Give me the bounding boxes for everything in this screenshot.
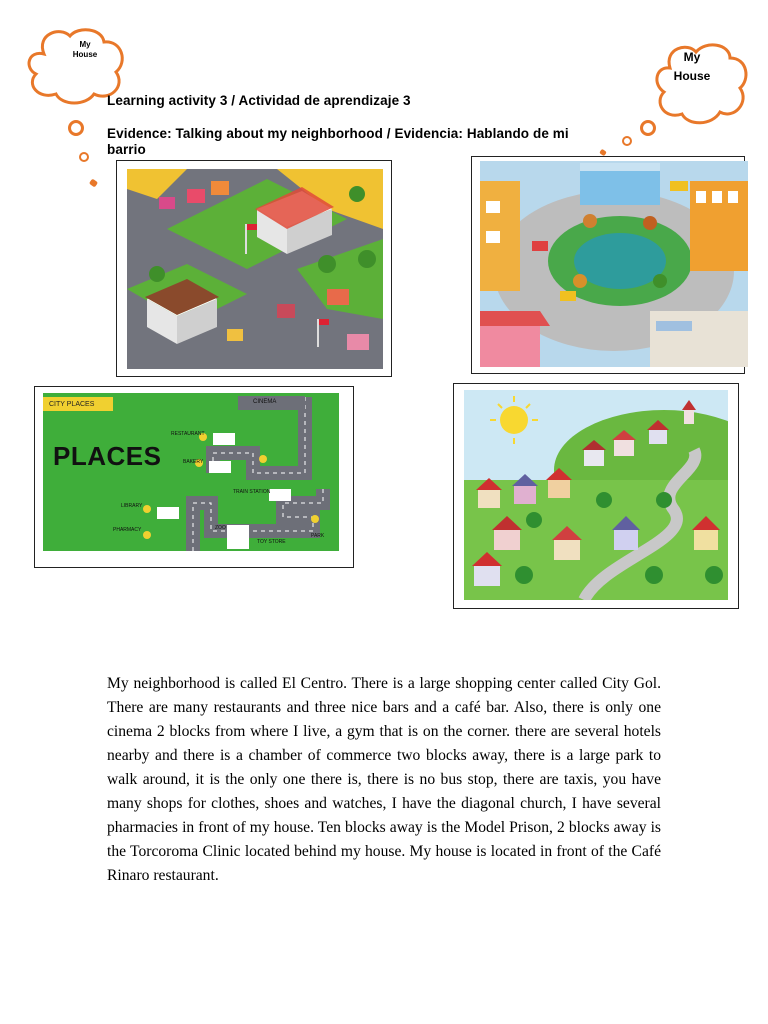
city-places-image: [34, 386, 354, 568]
label-pharmacy: PHARMACY: [113, 527, 142, 533]
places-badge: CITY PLACES: [49, 401, 95, 408]
town-square-illustration: [480, 161, 748, 367]
cloud-label-line1: My: [79, 40, 91, 49]
right-thought-cloud: [652, 38, 752, 130]
thought-bubble: [640, 120, 656, 136]
label-train-station: TRAIN STATION: [233, 489, 271, 495]
town-square-image: [471, 156, 745, 374]
cloud-label-line1: My: [683, 50, 701, 64]
evidence-title-line2: barrio: [107, 142, 146, 157]
label-bakery: BAKERY: [183, 459, 204, 465]
cloud-label-line2: House: [673, 69, 711, 83]
places-title: PLACES: [53, 441, 162, 471]
cloud-label-line2: House: [72, 50, 98, 59]
neighborhood-description: My neighborhood is called El Centro. There is a large shopping center called City Gol. There are many restaurants and three nice bars and a café bar. Also, there is only one cinema 2 blocks from where I live, a gym that is on the corner. there are several hotels nearby and there is a chamber of commerce two blocks away, there is a large park to walk around, it is the only one there is, there is no bus stop, there are taxis, you have many shops for clothes, shoes and watches, I have the diagonal church, I have several pharmacies in front of my house. Ten blocks away is the Model Prison, 2 blocks away is the Torcoroma Clinic located behind my house. My house is located in front of the Café Rinaro restaurant.: [107, 675, 661, 884]
isometric-town-illustration: [127, 169, 383, 369]
thought-bubble: [79, 152, 89, 162]
hillside-neighborhood-illustration: [464, 390, 728, 600]
thought-bubble: [622, 136, 632, 146]
label-library: LIBRARY: [121, 503, 143, 509]
label-restaurant: RESTAURANT: [171, 431, 205, 437]
thought-bubble: [68, 120, 84, 136]
label-cinema: CINEMA: [253, 399, 277, 405]
label-park: PARK: [311, 533, 325, 539]
label-toy-store: TOY STORE: [257, 539, 286, 545]
evidence-title-line1: Evidence: Talking about my neighborhood / Evidencia: Hablando de mi: [107, 126, 569, 141]
label-zoo: ZOO: [215, 525, 226, 531]
hillside-neighborhood-image: [453, 383, 739, 609]
activity-title: Learning activity 3 / Actividad de aprendizaje 3: [107, 93, 411, 108]
isometric-town-image: [116, 160, 392, 377]
thought-dot: [89, 179, 98, 188]
